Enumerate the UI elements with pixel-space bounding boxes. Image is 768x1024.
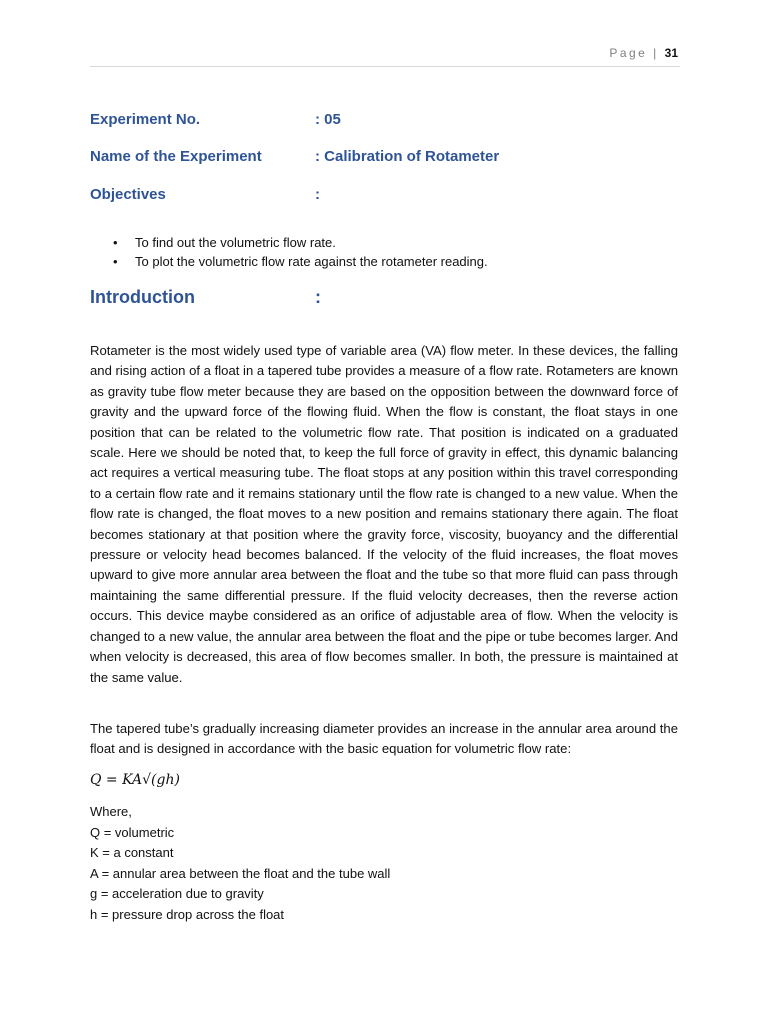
- list-item: h = pressure drop across the float: [90, 906, 285, 922]
- introduction-colon: :: [315, 287, 321, 307]
- introduction-label: Introduction: [90, 287, 195, 307]
- objectives-list: [110, 233, 488, 271]
- header-divider: [90, 66, 680, 67]
- flow-rate-formula: Q = KA√(gh): [90, 772, 180, 788]
- experiment-no-label: Experiment No.: [90, 111, 201, 128]
- list-item: • To find out the volumetric flow rate.: [110, 233, 488, 252]
- list-item: g = acceleration due to gravity: [90, 886, 264, 901]
- experiment-no-value: : 05: [315, 111, 341, 128]
- list-item: Q = volumetric: [90, 824, 175, 840]
- page-number: 31: [664, 46, 678, 60]
- objectives-colon: :: [315, 186, 320, 203]
- variable-definitions: [90, 802, 390, 925]
- experiment-name-label: Name of the Experiment: [90, 148, 262, 165]
- introduction-paragraph: Rotameter is the most widely used type of variable area (VA) flow meter. In these devices, the falling and rising action of a float in a tapered tube provides a measure of a flow rate. Rotameters are known as gravity tube flow meter because they are based on the opposition between the downward force of gravity and the upward force of the flowing fluid. When the flow is constant, the float stays in one position that can be related to the volumetric flow rate. That position is indicated on a graduated scale. Here we should be noted that, to keep the full force of gravity in effect, this dynamic balancing act requires a vertical measuring tube. The float stops at any position within this travel corresponding to a certain flow rate and it remains stationary until the flow rate is changed to a new value. When the flow rate is changed, the float moves to a new position and remains stationary there again. The float becomes stationary at that position where the gravity force, viscosity, buoyancy and the differential pressure or velocity head becomes balanced. If the velocity of the fluid increases, the float moves upward to give more annular area between the float and the tube so that more fluid can pass through maintaining the same differential pressure. If the fluid velocity decreases, then the reverse action occurs. This device maybe considered as an orifice of adjustable area of flow. When the velocity is changed to a new value, the annular area between the float and the pipe or tube becomes larger. And when velocity is decreased, this area of flow becomes smaller. In both, the pressure is maintained at the same value.: [90, 343, 678, 685]
- list-item: A = annular area between the float and the tube wall: [90, 865, 391, 881]
- page-header: [609, 46, 678, 60]
- page-label: Page |: [609, 46, 659, 60]
- tapered-tube-paragraph: The tapered tube’s gradually increasing diameter provides an increase in the annular area around the float and is designed in accordance with the basic equation for volumetric flow rate:: [90, 721, 678, 757]
- objectives-label: Objectives: [90, 186, 166, 203]
- experiment-name-value: : Calibration of Rotameter: [315, 148, 500, 165]
- list-item: • To plot the volumetric flow rate against the rotameter reading.: [110, 252, 488, 271]
- list-item: K = a constant: [90, 845, 174, 860]
- list-item: Where,: [90, 804, 132, 819]
